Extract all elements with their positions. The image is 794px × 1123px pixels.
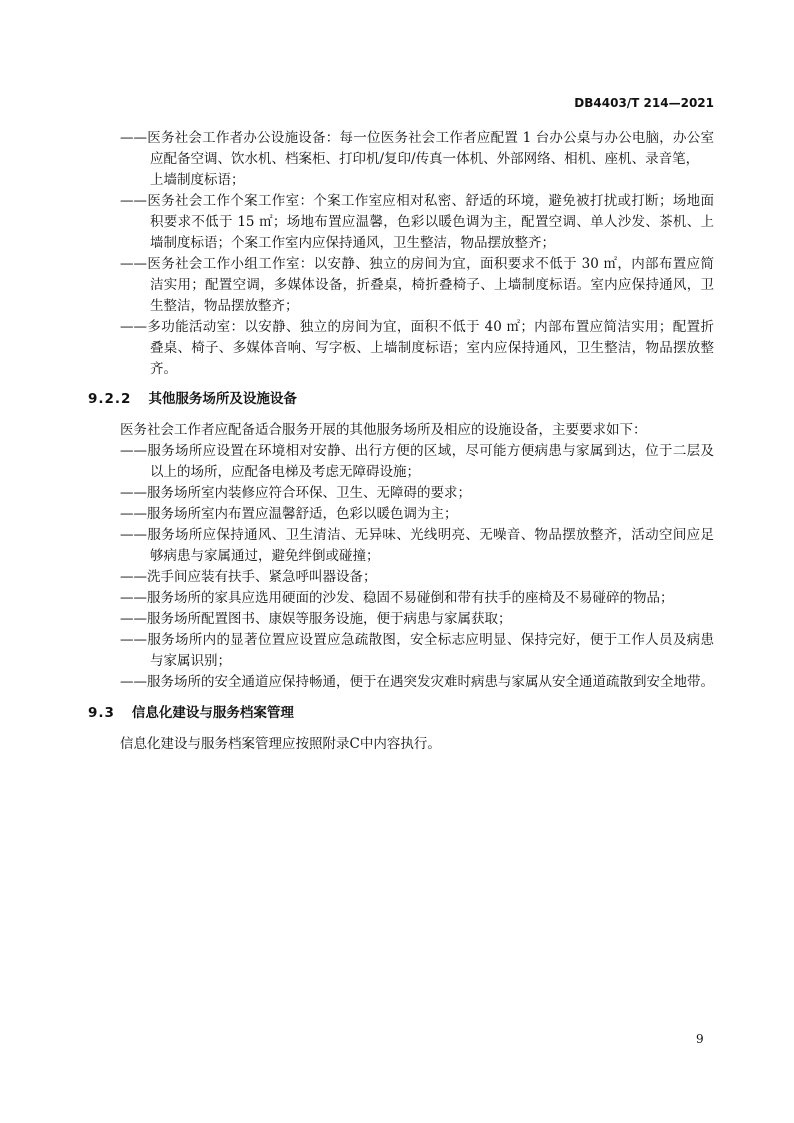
- section-number: 9.3: [88, 705, 115, 721]
- item-line: ——服务场所室内布置应温馨舒适，色彩以暖色调为主；: [120, 506, 458, 522]
- service-list-item: [0, 672, 794, 693]
- facility-list: [0, 128, 794, 380]
- item-line: ——服务场所应保持通风、卫生清洁、无异味、光线明亮、无噪音、物品摆放整齐，活动空间应足: [120, 527, 714, 543]
- service-list-item: [0, 588, 794, 609]
- item-line: 齐。: [150, 361, 177, 377]
- item-line: ——服务场所室内装修应符合环保、卫生、无障碍的要求；: [120, 485, 471, 501]
- service-list-item: [0, 630, 794, 672]
- section-heading-9-2-2: [88, 389, 297, 410]
- item-line: ——服务场所的安全通道应保持畅通，便于在遇突发灾难时病患与家属从安全通道疏散到安全地带。: [120, 674, 714, 690]
- item-line: ——洗手间应装有扶手、紧急呼叫器设备；: [120, 569, 377, 585]
- facility-list-item: [0, 191, 794, 254]
- facility-list-item: [0, 254, 794, 317]
- service-list: [0, 441, 794, 693]
- item-line: 积要求不低于 15 ㎡；场地布置应温馨，色彩以暖色调为主，配置空调、单人沙发、茶机、上: [150, 214, 714, 230]
- section-heading-9-3: [88, 703, 294, 724]
- service-list-item: [0, 609, 794, 630]
- page-number: 9: [696, 1032, 704, 1046]
- facility-list-item: [0, 317, 794, 380]
- item-line: ——医务社会工作小组工作室：以安静、独立的房间为宜，面积要求不低于 30 ㎡，内部布置应简: [120, 256, 714, 272]
- item-line: 墙制度标语；个案工作室内应保持通风，卫生整洁，物品摆放整齐；: [150, 235, 555, 251]
- item-line: ——服务场所应设置在环境相对安静、出行方便的区域，尽可能方便病患与家属到达，位于二层及: [120, 443, 714, 459]
- section-title: 信息化建设与服务档案管理: [131, 705, 294, 721]
- item-line: 与家属识别；: [150, 653, 231, 669]
- section-body: 信息化建设与服务档案管理应按照附录C中内容执行。: [120, 736, 441, 752]
- item-line: 以上的场所，应配备电梯及考虑无障碍设施；: [150, 464, 420, 480]
- facility-list-item: [0, 128, 794, 191]
- item-line: 够病患与家属通过，避免绊倒或碰撞；: [150, 548, 380, 564]
- item-line: 叠桌、椅子、多媒体音响、写字板、上墙制度标语；室内应保持通风，卫生整洁，物品摆放整: [150, 340, 714, 356]
- service-list-item: [0, 441, 794, 483]
- item-line: 应配备空调、饮水机、档案柜、打印机/复印/传真一体机、外部网络、相机、座机、录音笔，: [150, 151, 700, 167]
- item-line: ——服务场所的家具应选用硬面的沙发、稳固不易碰倒和带有扶手的座椅及不易碰碎的物品；: [120, 590, 674, 606]
- service-list-item: [0, 525, 794, 567]
- item-line: 生整洁，物品摆放整齐；: [150, 298, 299, 314]
- service-list-item: [0, 504, 794, 525]
- item-line: 上墙制度标语；: [150, 172, 245, 188]
- item-line: ——医务社会工作个案工作室：个案工作室应相对私密、舒适的环境，避免被打扰或打断；场地面: [120, 193, 714, 209]
- item-line: 洁实用；配置空调，多媒体设备，折叠桌，椅折叠椅子、上墙制度标语。室内应保持通风，卫: [150, 277, 714, 293]
- service-list-item: [0, 483, 794, 504]
- section-intro: 医务社会工作者应配备适合服务开展的其他服务场所及相应的设施设备，主要要求如下：: [120, 422, 647, 438]
- item-line: ——医务社会工作者办公设施设备：每一位医务社会工作者应配置 1 台办公桌与办公电脑，办公室: [120, 130, 714, 146]
- service-list-item: [0, 567, 794, 588]
- item-line: ——服务场所配置图书、康娱等服务设施，便于病患与家属获取；: [120, 611, 512, 627]
- document-code: DB4403/T 214—2021: [574, 96, 714, 110]
- item-line: ——多功能活动室：以安静、独立的房间为宜，面积不低于 40 ㎡；内部布置应简洁实用；配置折: [120, 319, 714, 335]
- section-title: 其他服务场所及设施设备: [148, 391, 297, 407]
- item-line: ——服务场所内的显著位置应设置应急疏散图，安全标志应明显、保持完好，便于工作人员及病患: [120, 632, 714, 648]
- section-number: 9.2.2: [88, 391, 132, 407]
